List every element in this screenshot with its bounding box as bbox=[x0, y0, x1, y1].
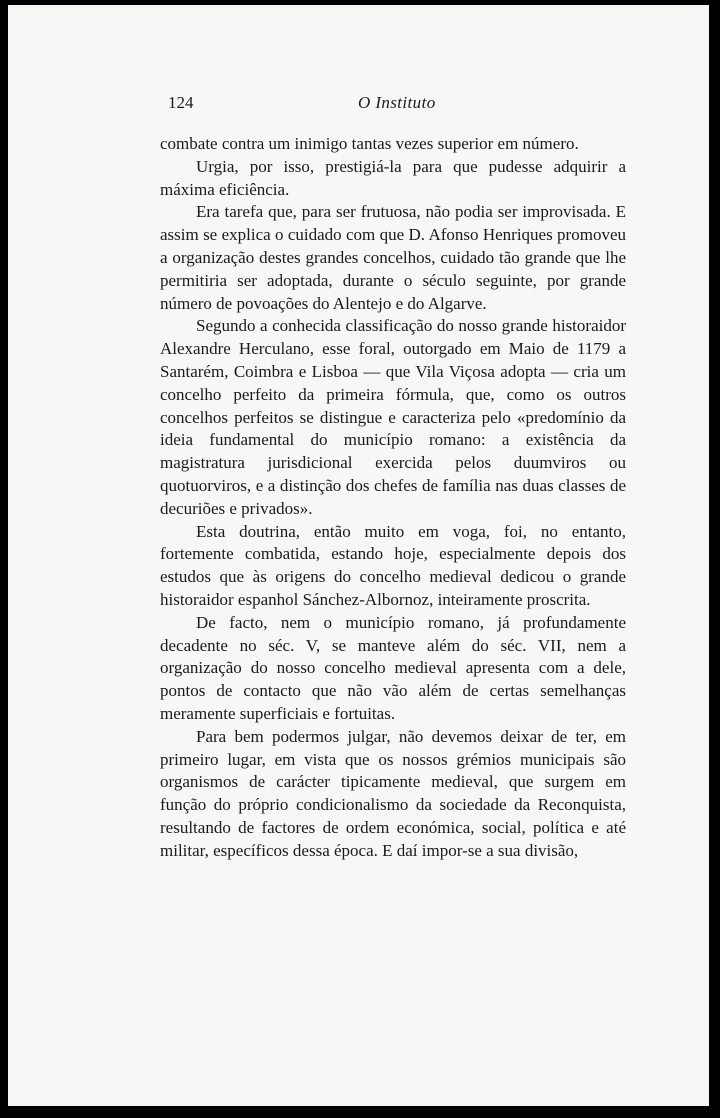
paragraph-4: Segundo a conhecida classificação do nosso grande historaidor Alexandre Herculano, esse foral, outorgado em Maio de 1179 a Santarém, Coimbra e Lisboa — que Vila Viçosa adopta — cria um concelho perfeito da primeira fórmula, que, como os outros concelhos perfeitos se distingue e caracteriza pelo «predomínio da ideia fundamental do município romano: a existência da magistratura jurisdicional exercida pelos duumviros ou quotuorviros, e a distinção dos chefes de família nas duas classes de decuriões e privados». bbox=[160, 316, 626, 518]
paragraph-1: combate contra um inimigo tantas vezes superior em número. bbox=[160, 134, 579, 153]
running-title: O Instituto bbox=[358, 93, 436, 112]
page-header bbox=[168, 93, 634, 119]
paragraph-7: Para bem podermos julgar, não devemos deixar de ter, em primeiro lugar, em vista que os nossos grémios municipais são organismos de carácter tipicamente medieval, que surgem em função do próprio condicionalismo da sociedade da Reconquista, resultando de factores de ordem económica, social, política e até militar, específicos dessa época. E daí impor-se a sua divisão, bbox=[160, 726, 626, 860]
paragraph-2: Urgia, por isso, prestigiá-la para que pudesse adquirir a máxima eficiência. bbox=[160, 156, 626, 199]
body-text bbox=[160, 133, 626, 863]
paragraph-5: Esta doutrina, então muito em voga, foi, no entanto, fortemente combatida, estando hoje, especialmente depois dos estudos que às origens do concelho medieval dedicou o grande historaidor espanhol Sánchez-Albornoz, inteiramente proscrita. bbox=[160, 521, 626, 609]
page-number: 124 bbox=[168, 93, 194, 112]
paragraph-6: De facto, nem o município romano, já profundamente decadente no séc. V, se manteve além do séc. VII, nem a organização do nosso concelho medieval apresenta com a dele, pontos de contacto que não vão além de certas semelhanças meramente superficiais e fortuitas. bbox=[160, 612, 626, 723]
paragraph-3: Era tarefa que, para ser frutuosa, não podia ser improvisada. E assim se explica o cuidado com que D. Afonso Henriques promoveu a organização destes grandes concelhos, cuidado tão grande que lhe permitiria ser adoptada, durante o século seguinte, por grande número de povoações do Alentejo e do Algarve. bbox=[160, 202, 626, 313]
